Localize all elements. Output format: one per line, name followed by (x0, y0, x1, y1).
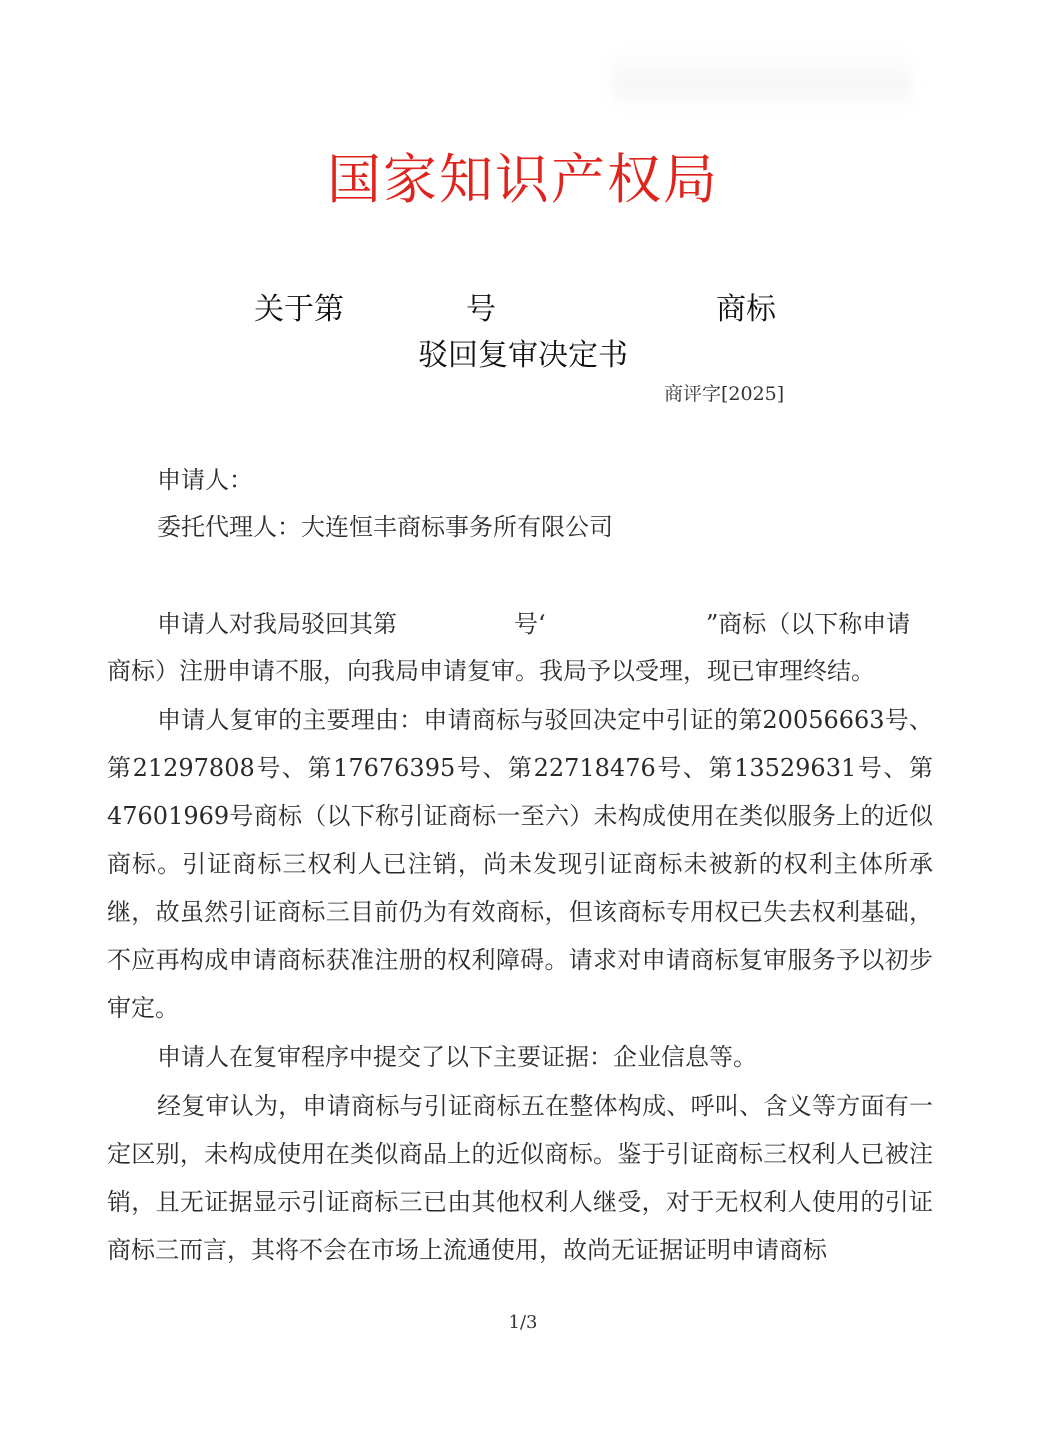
agent-line (157, 503, 613, 551)
redaction-smudge (612, 50, 912, 110)
page-number: 1/3 (508, 1312, 538, 1333)
title-prefix: 关于第 (254, 292, 344, 327)
p1-segment-c: ”商标（以下称申请 (706, 610, 911, 638)
p1-segment-b: 号‘ (514, 610, 546, 638)
agent-label: 委托代理人： (157, 513, 301, 541)
document-number: 商评字[2025] (664, 383, 785, 405)
title-number-label: 号 (466, 292, 496, 327)
p1-segment-a: 申请人对我局驳回其第 (157, 610, 397, 638)
title-suffix: 商标 (716, 292, 776, 327)
paragraph-2: 申请人复审的主要理由：申请商标与驳回决定中引证的第20056663号、第21297808号、第17676395号、第22718476号、第13529631号、第47601969号商标（以下称引证商标一至六）未构成使用在类似服务上的近似商标。引证商标三权利人已注销，尚未发现引证商标未被新的权利主体所承继，故虽然引证商标三目前仍为有效商标，但该商标专用权已失去权利基础，不应再构成申请商标获准注册的权利障碍。请求对申请商标复审服务予以初步审定。 (107, 706, 933, 1022)
paragraph-4: 经复审认为，申请商标与引证商标五在整体构成、呼叫、含义等方面有一定区别，未构成使用在类似商品上的近似商标。鉴于引证商标三权利人已被注销，且无证据显示引证商标三已由其他权利人继受，对于无权利人使用的引证商标三而言，其将不会在市场上流通使用，故尚无证据证明申请商标 (107, 1092, 933, 1264)
paragraph-1-continuation: 商标）注册申请不服，向我局申请复审。我局予以受理，现已审理终结。 (107, 657, 875, 685)
agent-name: 大连恒丰商标事务所有限公司 (301, 513, 613, 541)
document-title: 驳回复审决定书 (418, 338, 628, 373)
applicant-label: 申请人： (157, 466, 253, 494)
paragraph-3: 申请人在复审程序中提交了以下主要证据：企业信息等。 (157, 1043, 757, 1071)
agency-heading: 国家知识产权局 (327, 148, 719, 211)
